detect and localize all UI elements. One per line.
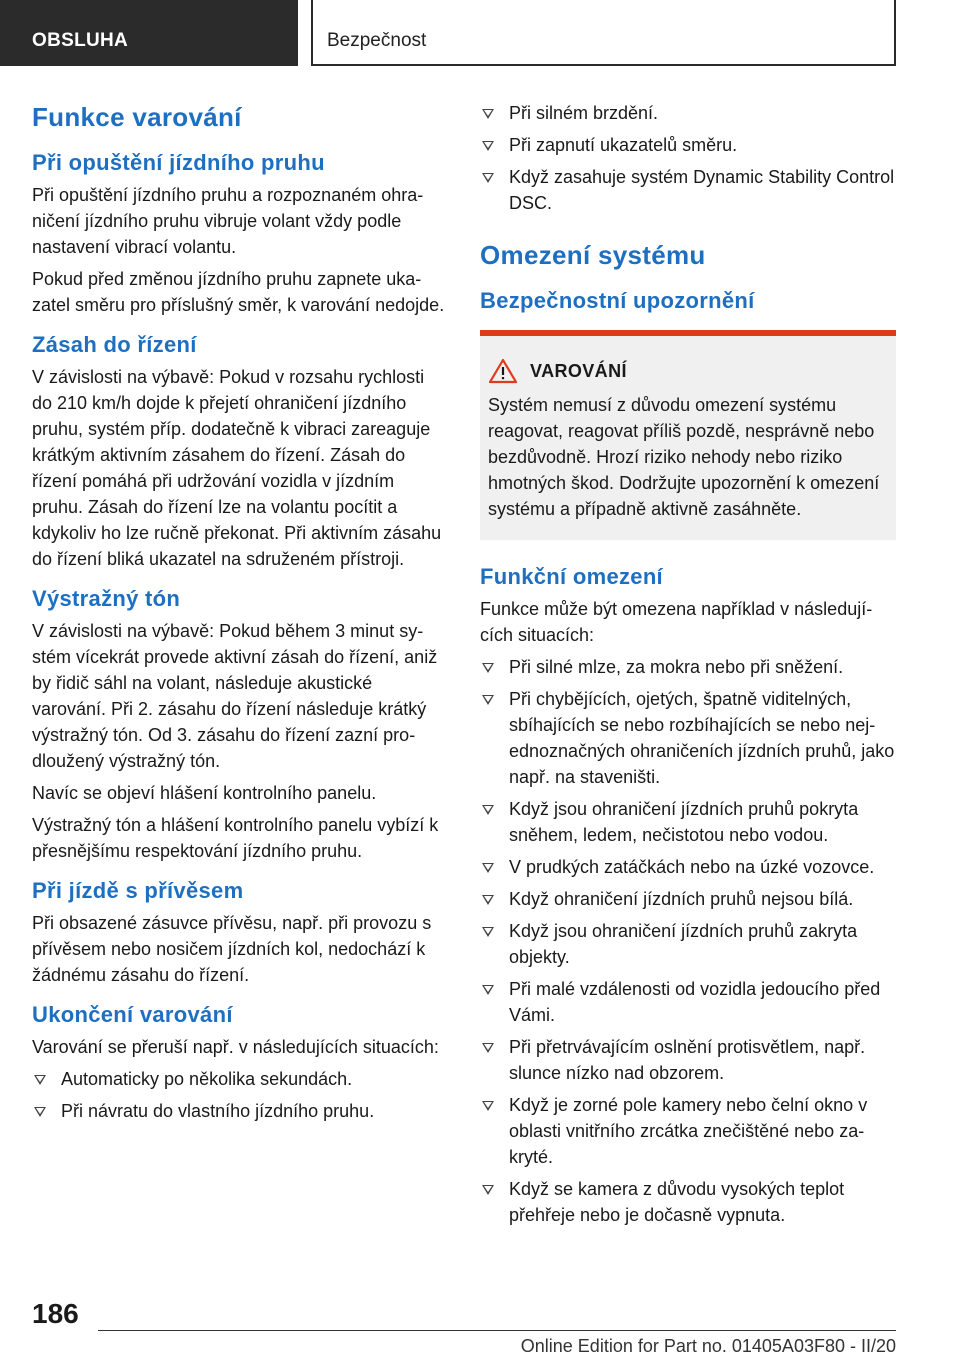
list-item: Když jsou ohraničení jízdních pruhů zakryta objekty. [480, 918, 896, 970]
paragraph: Navíc se objeví hlášení kontrolního panelu. [32, 783, 377, 803]
paragraph: Pokud před změnou jízdního pruhu zapnete ukazatel směru pro příslušný směr, k varování nedojde. [32, 269, 445, 315]
triangle-bullet-icon [482, 1101, 494, 1111]
triangle-bullet-icon [482, 173, 494, 183]
functional-limits-list [480, 654, 896, 1228]
warning-triangle-icon [488, 358, 518, 384]
list-item: Když je zorné pole kamery nebo čelní okno v oblasti vnitřního zrcátka znečištěné nebo zakryté. [480, 1092, 896, 1170]
heading-functional-limits: Funkční omezení [480, 564, 663, 589]
list-item: Když se kamera z důvodu vysokých teplot přehřeje nebo je dočasně vypnuta. [480, 1176, 896, 1228]
triangle-bullet-icon [34, 1075, 46, 1085]
list-item: Při silné mlze, za mokra nebo při sněžení. [480, 654, 896, 680]
triangle-bullet-icon [482, 805, 494, 815]
list-item: Při malé vzdálenosti od vozidla jedoucího před Vámi. [480, 976, 896, 1028]
end-warning-list [32, 1066, 448, 1124]
triangle-bullet-icon [482, 927, 494, 937]
paragraph: Varování se přeruší např. v následujících situacích: [32, 1037, 439, 1057]
list-item: Když jsou ohraničení jízdních pruhů pokryta sněhem, ledem, nečistotou nebo vodou. [480, 796, 896, 848]
warning-title: VAROVÁNÍ [530, 360, 627, 381]
list-item: Při silném brzdění. [480, 100, 896, 126]
paragraph: V závislosti na výbavě: Pokud během 3 minut systém vícekrát provede aktivní zásah do řízení, aniž by řidič sáhl na volant, následuje akustické varování. Při 2. zásahu do řízení následuje krátký výstražný tón. Od 3. zásahu do řízení zazní prodloužený výstražný tón. [32, 621, 438, 771]
edition-footer: Online Edition for Part no. 01405A03F80 - II/20 [520, 1336, 896, 1356]
page-header [0, 0, 960, 66]
triangle-bullet-icon [482, 985, 494, 995]
list-item: Když ohraničení jízdních pruhů nejsou bílá. [480, 886, 896, 912]
triangle-bullet-icon [34, 1107, 46, 1117]
paragraph: Při opuštění jízdního pruhu a rozpoznaném ohraničení jízdního pruhu vibruje volant vždy podle nastavení vibrací volantu. [32, 185, 424, 257]
list-item: Automaticky po několika sekundách. [32, 1066, 448, 1092]
end-warning-list-continued [480, 100, 896, 216]
list-item: Když zasahuje systém Dynamic Stability Control DSC. [480, 164, 896, 216]
footer-divider [98, 1330, 896, 1331]
heading-safety: Bezpečnostní upozornění [480, 288, 755, 313]
triangle-bullet-icon [482, 695, 494, 705]
chapter-tab: Bezpečnost [311, 0, 896, 66]
paragraph: V závislosti na výbavě: Pokud v rozsahu rychlosti do 210 km/h dojde k přejetí ohraničení jízdního pruhu, systém příp. dodatečně k vibraci zareaguje krátkým aktivním zásahem do řízení. Zásah do řízení pomáhá při udržování vozidla v jízdním pruhu. Zásah do řízení lze na volantu pocítit a kdykoliv ho lze ručně překonat. Při aktivním zásahu do řízení bliká ukazatel na sdruženém přístroji. [32, 367, 442, 569]
triangle-bullet-icon [482, 1043, 494, 1053]
warning-box [480, 330, 896, 540]
warning-header [488, 358, 888, 384]
right-column [480, 100, 896, 1236]
triangle-bullet-icon [482, 863, 494, 873]
heading-lane-departure: Při opuštění jízdního pruhu [32, 150, 325, 175]
paragraph: Výstražný tón a hlášení kontrolního panelu vybízí k přesnějšímu respektování jízdního pruhu. [32, 815, 439, 861]
section-title: Omezení systému [480, 240, 706, 270]
heading-end-warning: Ukončení varování [32, 1002, 233, 1027]
list-item: Při chybějících, ojetých, špatně viditelných, sbíhajících se nebo rozbíhajících se nebo nejednoznačných ohraničeních jízdních pruhů, jako např. na staveništi. [480, 686, 896, 790]
paragraph: Funkce může být omezena například v následujících situacích: [480, 599, 873, 645]
triangle-bullet-icon [482, 1185, 494, 1195]
paragraph: Při obsazené zásuvce přívěsu, např. při provozu s přívěsem nebo nosičem jízdních kol, nedochází k žádnému zásahu do řízení. [32, 913, 432, 985]
section-title: Funkce varování [32, 102, 242, 132]
list-item: V prudkých zatáčkách nebo na úzké vozovce. [480, 854, 896, 880]
list-item: Při návratu do vlastního jízdního pruhu. [32, 1098, 448, 1124]
page-number: 186 [32, 1298, 79, 1329]
heading-trailer: Při jízdě s přívěsem [32, 878, 244, 903]
heading-warning-tone: Výstražný tón [32, 586, 181, 611]
section-tab: OBSLUHA [0, 0, 298, 66]
triangle-bullet-icon [482, 141, 494, 151]
triangle-bullet-icon [482, 109, 494, 119]
warning-text: Systém nemusí z důvodu omezení systému reagovat, reagovat příliš pozdě, nesprávně nebo bezdůvodně. Hrozí riziko nehody nebo riziko hmotných škod. Dodržujte upozornění k omezení systému a případně aktivně zasáhněte. [488, 395, 880, 519]
left-column [32, 100, 448, 1132]
triangle-bullet-icon [482, 895, 494, 905]
heading-steering-intervention: Zásah do řízení [32, 332, 197, 357]
list-item: Při zapnutí ukazatelů směru. [480, 132, 896, 158]
list-item: Při přetrvávajícím oslnění protisvětlem, např. slunce nízko nad obzorem. [480, 1034, 896, 1086]
triangle-bullet-icon [482, 663, 494, 673]
